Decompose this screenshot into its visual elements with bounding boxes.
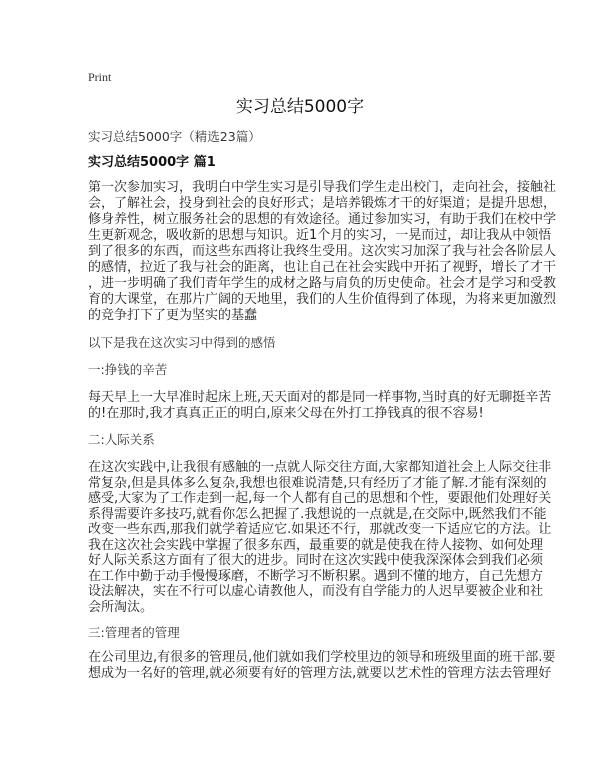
paragraph-1 — [88, 180, 556, 324]
text-line: 的!在那时,我才真真正正的明白,原来父母在外打工挣钱真的很不容易! — [88, 405, 484, 421]
intro-line: 以下是我在这次实习中得到的感悟 — [88, 335, 276, 350]
text-line: 的竞争打下了更为坚实的基蠢 — [88, 308, 258, 323]
text-line: 在工作中勤于动手慢慢琢磨，不断学习不断积累。遇到不懂的地方，自己先想方 — [88, 568, 544, 584]
text-line: 设法解决，实在不行可以虚心请教他人，而没有自学能力的人迟早要被企业和社 — [88, 584, 544, 599]
text-line: 感受,大家为了工作走到一起,每一个人都有自己的思想和个性，要跟他们处理好关 — [88, 491, 552, 506]
text-line: 修身养性，树立服务社会的思想的有效途径。通过参加实习，有助于我们在校中学 — [88, 212, 557, 227]
section-3-title: 三:管理者的管理 — [88, 625, 180, 640]
text-line: 我在这次社会实践中掌握了很多东西，最重要的就是使我在待人接物、如何处理 — [88, 537, 544, 553]
text-line: 好人际关系这方面有了很大的进步。同时在这次实践中使我深深体会到我们必须 — [88, 553, 544, 568]
text-line: 系得需要许多技巧,就看你怎么把握了.我想说的一点就是,在交际中,既然我们不能 — [88, 506, 547, 522]
text-line: 每天早上一大早准时起床上班,天天面对的都是同一样事物,当时真的好无聊挺辛苦 — [88, 390, 552, 405]
text-line: 会所淘汰。 — [88, 599, 154, 615]
print-link[interactable]: Print — [88, 70, 112, 84]
text-line: 在公司里边,有很多的管理员,他们就如我们学校里边的领导和班级里面的班干部.要 — [88, 650, 556, 665]
paragraph-4 — [88, 650, 555, 681]
section-2-title: 二:人际关系 — [88, 432, 155, 447]
subtitle: 实习总结5000字（精选23篇） — [88, 129, 261, 144]
section-1-title: 一:挣钱的辛苦 — [88, 362, 168, 377]
text-line: 改变一些东西,那我们就学着适应它.如果还不行，那就改变一下适应它的方法。让 — [88, 522, 552, 537]
text-line: 想成为一名好的管理,就必须要有好的管理方法,就要以艺术性的管理方法去管理好 — [88, 665, 552, 681]
text-line: 育的大课堂，在那片广阔的天地里，我们的人生价值得到了体现，为将来更加激烈 — [88, 292, 557, 307]
article-heading: 实习总结5000字 篇1 — [88, 155, 216, 170]
text-line: 生更新观念，吸收新的思想与知识。近1个月的实习，一晃而过，却让我从中领悟 — [88, 228, 552, 243]
paragraph-2 — [88, 390, 551, 421]
text-line: 到了很多的东西，而这些东西将让我终生受用。这次实习加深了我与社会各阶层人 — [88, 244, 557, 259]
text-line: 常复杂,但是具体多么复杂,我想也很难说清楚,只有经历了才能了解.才能有深刻的 — [88, 475, 547, 491]
paragraph-3 — [88, 460, 551, 615]
text-line: ，进一步明确了我们青年学生的成材之路与肩负的历史使命。社会才是学习和受教 — [88, 276, 557, 291]
page-title: 实习总结5000字 — [235, 97, 365, 117]
text-line: 在这次实践中,让我很有感触的一点就人际交往方面,大家都知道社会上人际交往非 — [88, 460, 552, 475]
text-line: 第一次参加实习，我明白中学生实习是引导我们学生走出校门，走向社会，接触社 — [88, 180, 557, 195]
text-line: 会，了解社会，投身到社会的良好形式；是培养锻炼才干的好渠道；是提升思想， — [88, 196, 557, 211]
text-line: 的感情，拉近了我与社会的距离，也让自己在社会实践中开拓了视野，增长了才干 — [88, 260, 557, 275]
